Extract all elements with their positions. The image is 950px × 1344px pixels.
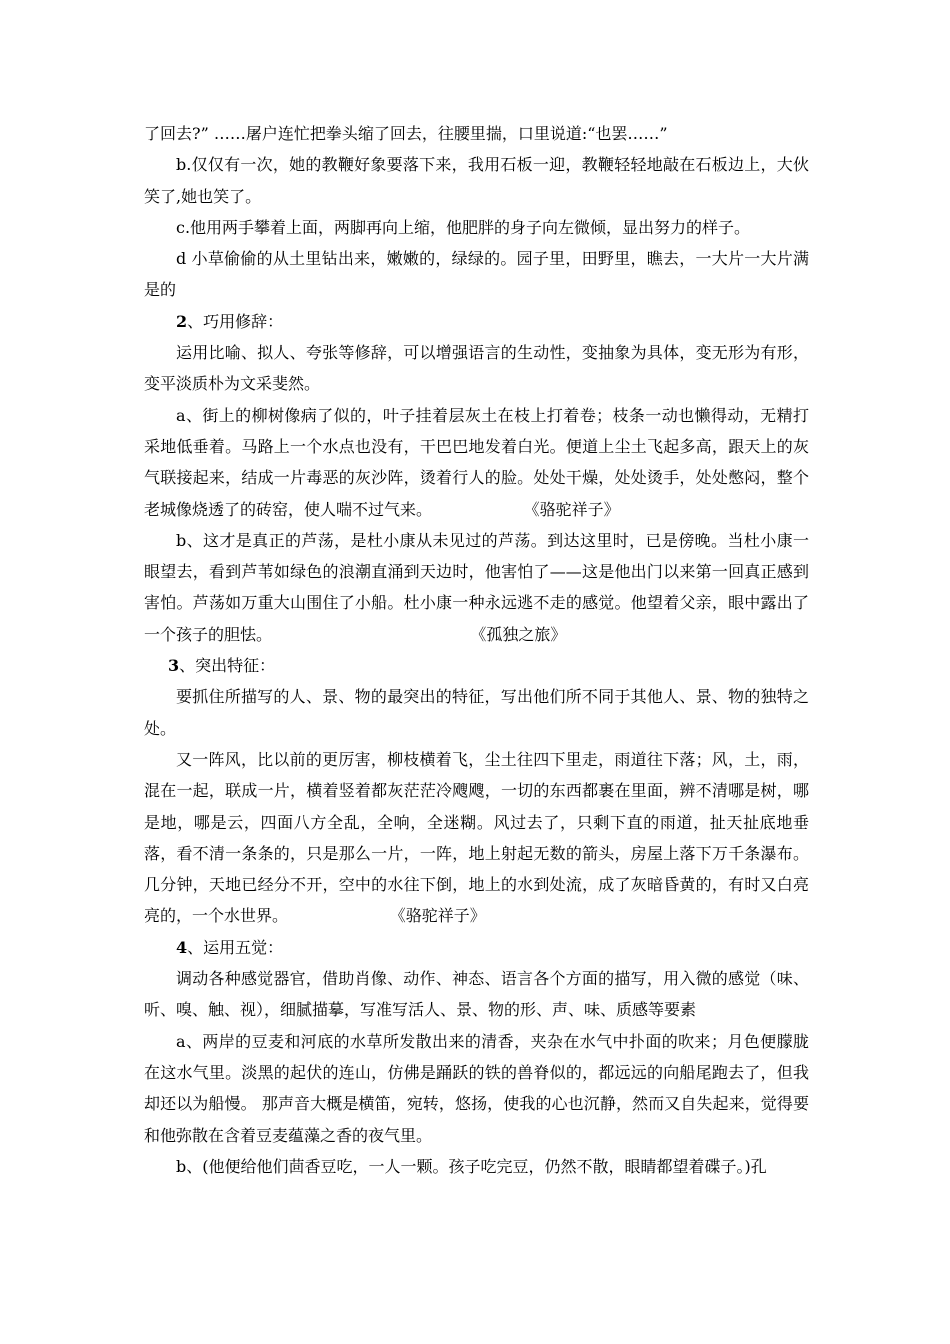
paragraph-rhetoric-example-b bbox=[144, 525, 809, 650]
section-number: 4 bbox=[176, 937, 188, 957]
section-heading-rhetoric bbox=[144, 306, 809, 337]
paragraph-rhetoric-example-a bbox=[144, 400, 809, 525]
paragraph-example-d: d 小草偷偷的从土里钻出来，嫩嫩的，绿绿的。园子里，田野里，瞧去，一大片一大片满是的 bbox=[144, 249, 809, 300]
example-text: b、这才是真正的芦荡，是杜小康从未见过的芦荡。到达这里时，已是傍晚。当杜小康一眼望去，看到芦苇如绿色的浪潮直涌到天边时，他害怕了——这是他出门以来第一回真正感到害怕。芦荡如万重大山围住了小船。杜小康一种永远逃不走的感觉。他望着父亲，眼中露出了一个孩子的胆怯。 bbox=[144, 530, 809, 644]
citation: 《孤独之旅》 bbox=[470, 624, 567, 644]
section-number: 2 bbox=[176, 311, 188, 331]
paragraph-features-example bbox=[144, 744, 809, 932]
citation: 《骆驼祥子》 bbox=[523, 499, 620, 519]
document-body bbox=[144, 118, 809, 1182]
section-heading-features bbox=[144, 650, 809, 681]
section-heading-senses bbox=[144, 932, 809, 963]
example-text: a、街上的柳树像病了似的，叶子挂着层灰土在枝上打着卷；枝条一动也懒得动，无精打采地低垂着。马路上一个水点也没有，干巴巴地发着白光。便道上尘土飞起多高，跟天上的灰气联接起来，结成一片毒恶的灰沙阵，烫着行人的脸。处处干燥，处处烫手，处处憋闷，整个老城像烧透了的砖窑，使人喘不过气来。 bbox=[144, 405, 809, 519]
example-text: 又一阵风，比以前的更厉害，柳枝横着飞，尘土往四下里走，雨道往下落；风，土，雨，混在一起，联成一片，横着竖着都灰茫茫冷飕飕，一切的东西都裹在里面，辨不清哪是树，哪是地，哪是云，四面八方全乱，全响，全迷糊。风过去了，只剩下直的雨道，扯天扯底地垂落，看不清一条条的，只是那么一片，一阵，地上射起无数的箭头，房屋上落下万千条瀑布。几分钟，天地已经分不开，空中的水往下倒，地上的水到处流，成了灰暗昏黄的，有时又白亮亮的，一个水世界。 bbox=[144, 749, 809, 926]
paragraph-rhetoric-intro: 运用比喻、拟人、夸张等修辞，可以增强语言的生动性，变抽象为具体，变无形为有形，变平淡质朴为文采斐然。 bbox=[144, 343, 809, 394]
paragraph-example-c: c.他用两手攀着上面，两脚再向上缩，他肥胖的身子向左微倾，显出努力的样子。 bbox=[176, 217, 751, 237]
paragraph-senses-intro: 调动各种感觉器官，借助肖像、动作、神态、语言各个方面的描写，用入微的感觉（味、听、嗅、触、视），细腻描摹，写准写活人、景、物的形、声、味、质感等要素 bbox=[144, 969, 809, 1020]
section-number: 3 bbox=[168, 656, 180, 676]
section-title: 、运用五觉： bbox=[187, 937, 284, 957]
paragraph-senses-example-b: b、(他便给他们茴香豆吃，一人一颗。孩子吃完豆，仍然不散，眼睛都望着碟子。)孔 bbox=[176, 1156, 767, 1176]
paragraph-example-b: b.仅仅有一次，她的教鞭好象要落下来，我用石板一迎，教鞭轻轻地敲在石板边上，大伙笑了,她也笑了。 bbox=[144, 155, 809, 206]
citation: 《骆驼祥子》 bbox=[389, 906, 486, 926]
paragraph-senses-example-a: a、两岸的豆麦和河底的水草所发散出来的清香，夹杂在水气中扑面的吹来；月色便朦胧在这水气里。淡黑的起伏的连山，仿佛是踊跃的铁的兽脊似的，都远远的向船尾跑去了，但我却还以为船慢。 那声音大概是横笛，宛转，悠扬，使我的心也沉静，然而又自失起来，觉得要和他弥散在含着豆麦蕴藻之香的夜气里。 bbox=[144, 1031, 809, 1145]
section-title: 、巧用修辞： bbox=[187, 311, 284, 331]
paragraph-continuation: 了回去?” ……屠户连忙把拳头缩了回去，往腰里揣，口里说道:“也罢……” bbox=[144, 124, 668, 143]
section-title: 、突出特征： bbox=[179, 656, 276, 676]
paragraph-features-intro: 要抓住所描写的人、景、物的最突出的特征，写出他们所不同于其他人、景、物的独特之处。 bbox=[144, 687, 809, 738]
